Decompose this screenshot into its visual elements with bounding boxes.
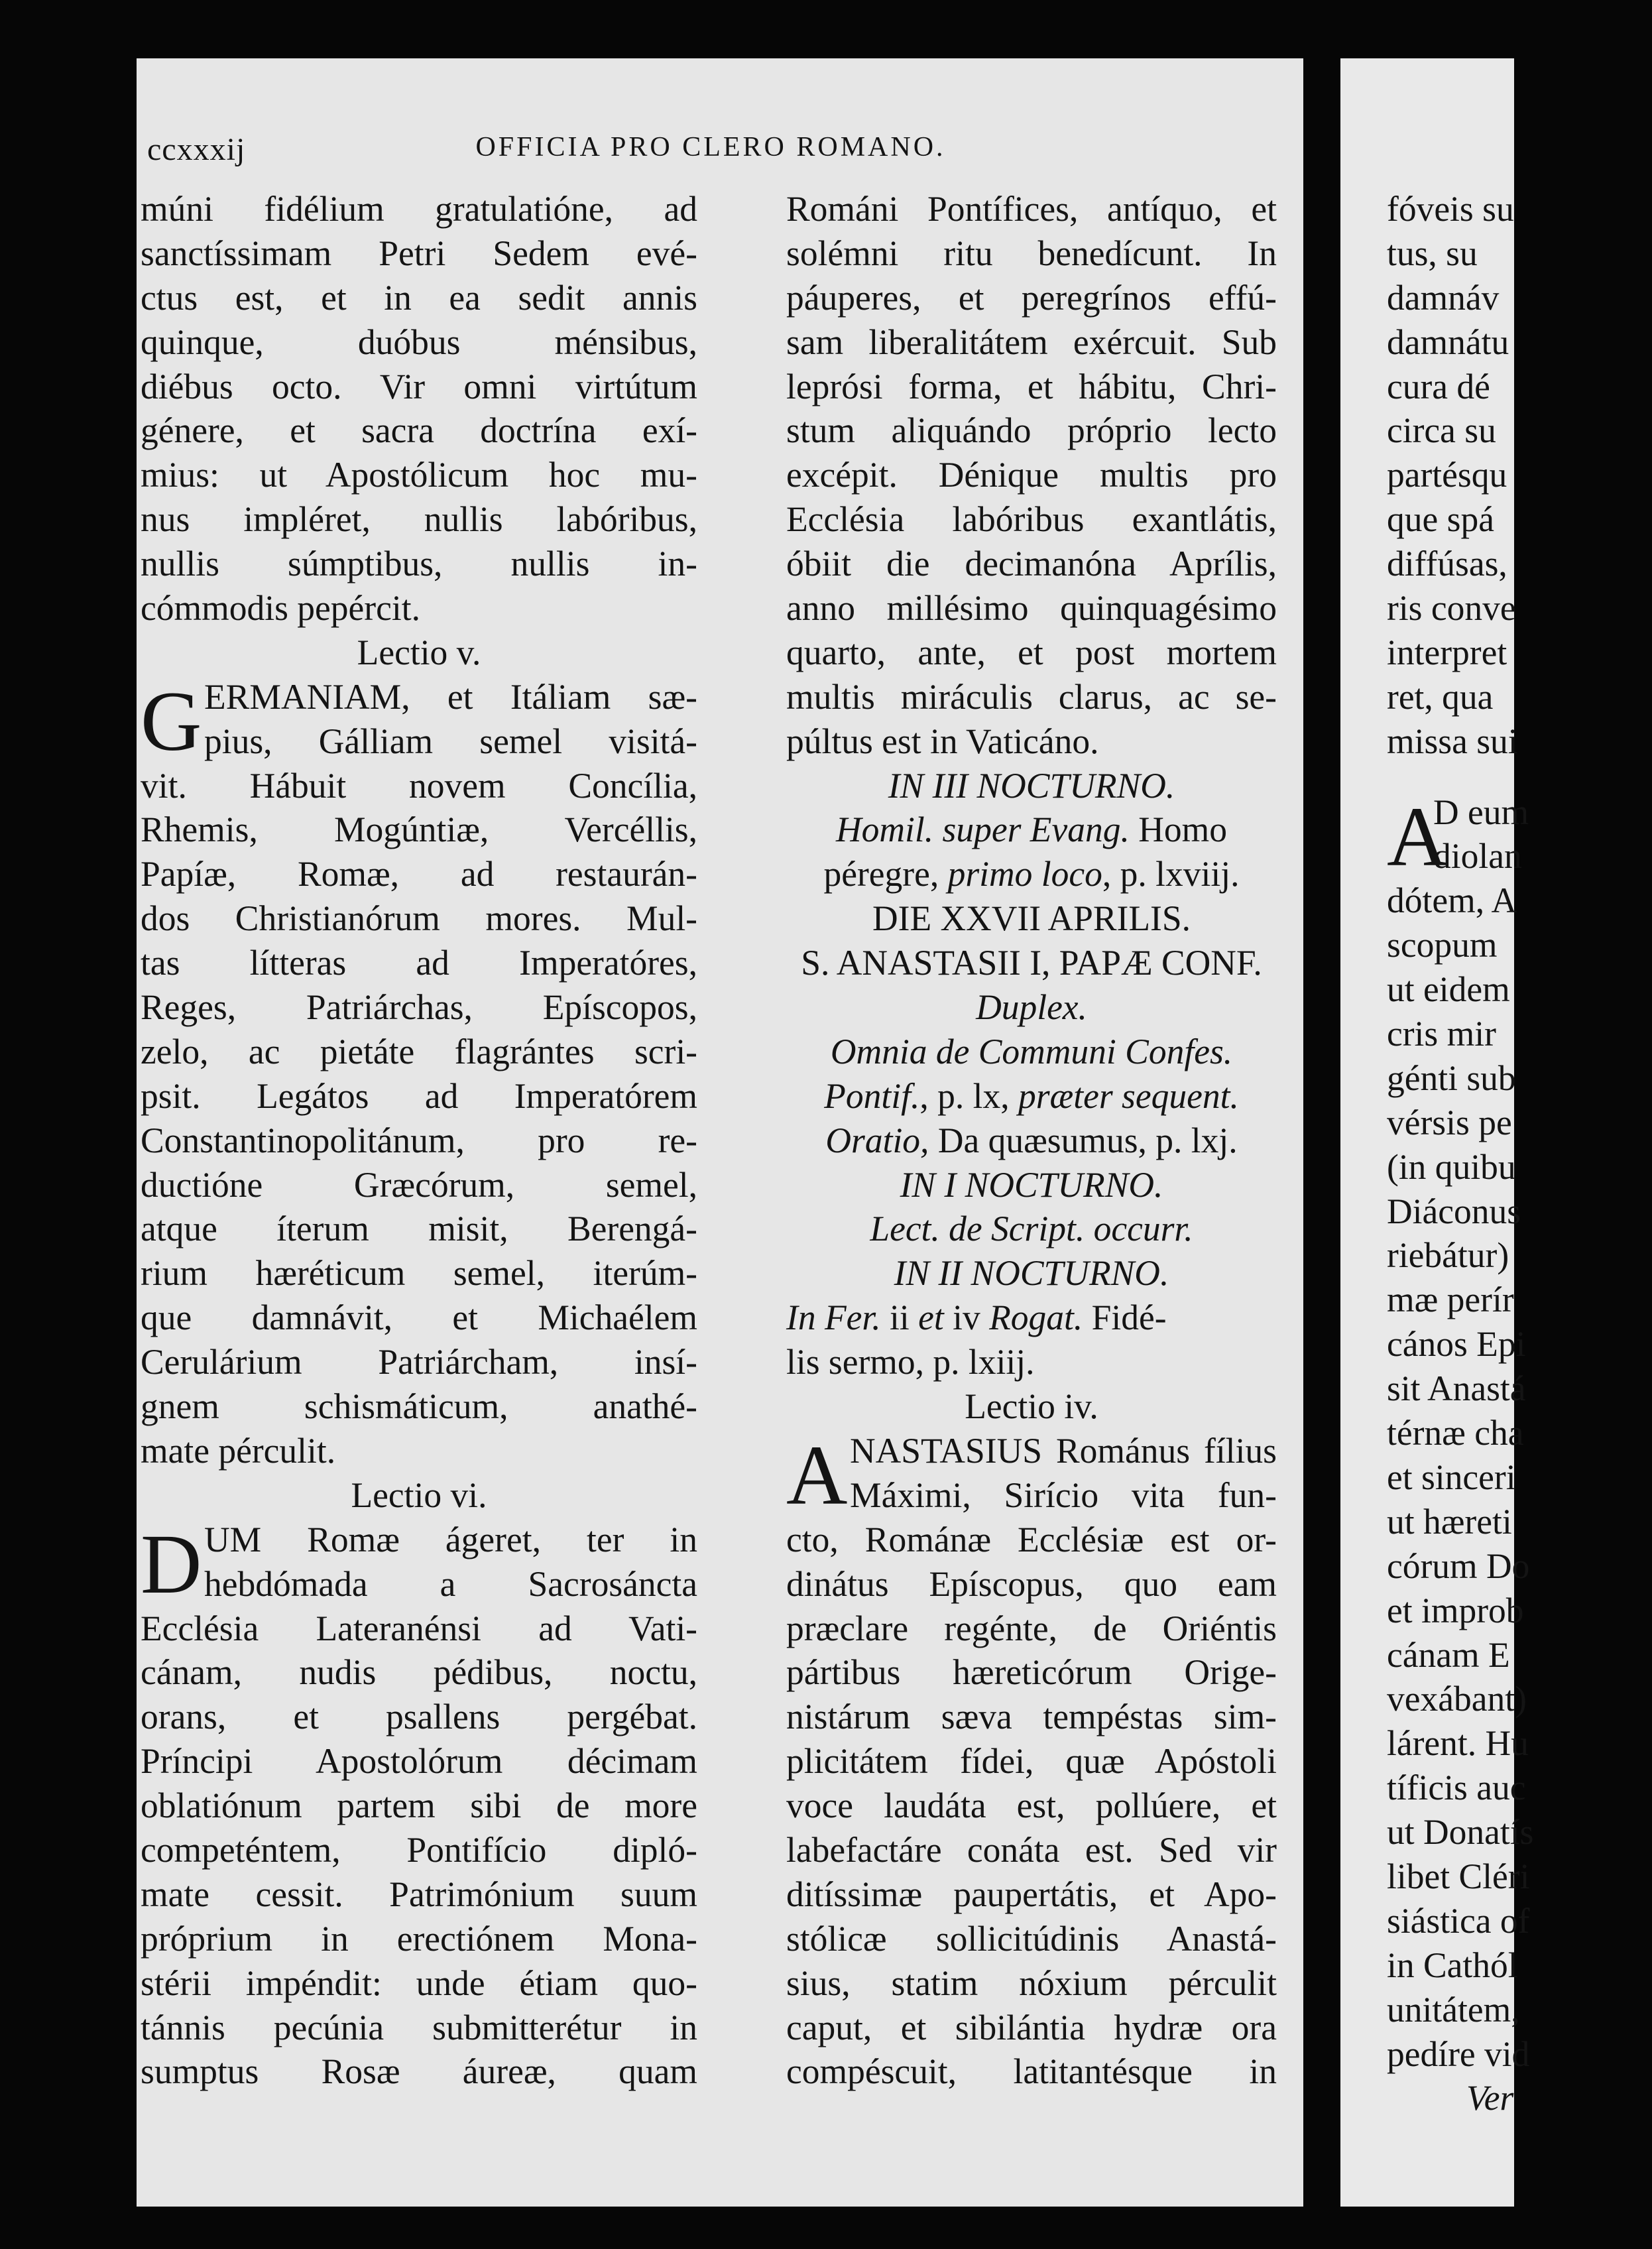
text-span: Fidé- (1083, 1298, 1167, 1338)
text-line: Diáconus (1387, 1191, 1521, 1231)
text-span: Homo (1129, 810, 1227, 850)
text-line: stólicæ sollicitúdinis Anastá- (786, 1918, 1277, 1959)
text-line: mæ perír (1387, 1280, 1514, 1320)
text-line: nullis súmptibus, nullis in- (141, 544, 697, 584)
text-line: competéntem, Pontifício dipló- (141, 1829, 697, 1870)
page-number: ccxxxij (147, 132, 246, 167)
text-span: Oratio, (825, 1120, 929, 1160)
text-line: cris mir (1387, 1014, 1496, 1054)
text-line: leprósi forma, et hábitu, Chri- (786, 366, 1277, 406)
text-line: sius, statim nóxium pérculit (786, 1963, 1277, 2003)
text-span: et (918, 1298, 944, 1338)
text-line: dinátus Epíscopus, quo eam (786, 1563, 1277, 1604)
text-line: cánam E (1387, 1634, 1510, 1675)
text-line: Príncipi Apostolórum décimam (141, 1741, 697, 1782)
text-line: próprium in erectiónem Mona- (141, 1918, 697, 1959)
text-span: ii (880, 1298, 919, 1338)
text-span: Pontif. (824, 1075, 920, 1116)
text-line: orans, et psallens pergébat. (141, 1697, 697, 1737)
text-line: cánam, nudis pédibus, noctu, (141, 1652, 697, 1693)
text-line: anno millésimo quinquagésimo (786, 588, 1277, 629)
text-line: vérsis pe (1387, 1102, 1512, 1142)
text-line: stérii impéndit: unde étiam quo- (141, 1963, 697, 2003)
text-line: in Cathól (1387, 1945, 1518, 1985)
text-line: páuperes, et peregrínos effú- (786, 277, 1277, 318)
text-span: iv (943, 1298, 990, 1338)
rubric-line: Omnia de Communi Confes. (830, 1031, 1233, 1071)
text-line: cto, Románæ Ecclésiæ est or- (786, 1519, 1277, 1559)
text-line: Ecclésia labóribus exantlátis, (786, 499, 1277, 540)
catchword: Ver (1466, 2078, 1514, 2118)
text-line: vexábant) (1387, 1679, 1527, 1719)
rubric-line (786, 1296, 1277, 1340)
text-line: ut eidem (1387, 969, 1510, 1010)
text-line: interpret (1387, 632, 1507, 672)
text-line: pius, Gálliam semel visitá- (204, 721, 697, 761)
text-line: partésqu (1387, 455, 1507, 495)
text-line: lárent. Hu (1387, 1723, 1529, 1764)
rubric-line: Lect. de Script. occurr. (870, 1209, 1193, 1249)
text-line: sit Anastá (1387, 1368, 1526, 1409)
text-line: cános Epi (1387, 1324, 1526, 1365)
text-span: primo loco (947, 854, 1102, 894)
text-span: , p. lxviij. (1102, 854, 1240, 894)
text-line: NASTASIUS Románus fílius (850, 1430, 1277, 1471)
text-line: óbiit die decimanóna Aprílis, (786, 544, 1277, 584)
next-page-fragment (1387, 187, 1652, 2120)
text-span: Rogat. (989, 1298, 1083, 1338)
text-line: ut Donatís (1387, 1812, 1534, 1853)
text-line: scopum (1387, 925, 1498, 965)
text-line: circa su (1387, 410, 1496, 451)
text-line: solémni ritu benedícunt. In (786, 233, 1277, 273)
text-line: mate cessit. Patrimónium suum (141, 1874, 697, 1914)
text-line: sanctíssimam Petri Sedem evé- (141, 233, 697, 273)
text-line: mate pérculit. (141, 1430, 336, 1471)
text-line: damnáv (1387, 277, 1500, 318)
left-column (141, 187, 697, 2094)
nocturn-heading: IN II NOCTURNO. (894, 1253, 1169, 1294)
next-lectio-opening (1387, 789, 1652, 884)
lectio-heading: Lectio iv. (965, 1386, 1098, 1427)
feast-date: DIE XXVII APRILIS. (872, 898, 1191, 939)
drop-cap: D (141, 1516, 202, 1611)
text-line: ut hæreti (1387, 1501, 1512, 1542)
text-line: múni fidélium gratulatióne, ad (141, 189, 697, 229)
text-line: stum aliquándo próprio lecto (786, 410, 1277, 451)
text-line: Papíæ, Romæ, ad restaurán- (141, 854, 697, 894)
text-line: et sinceri (1387, 1457, 1516, 1497)
text-line: Máximi, Sirício vita fun- (850, 1475, 1277, 1515)
text-line: sumptus Rosæ áureæ, quam (141, 2051, 697, 2092)
text-line: excépit. Dénique multis pro (786, 455, 1277, 495)
oratio-reference (786, 1119, 1277, 1163)
text-line: sam liberalitátem exércuit. Sub (786, 322, 1277, 362)
feast-title: S. ANASTASII I, PAPÆ CONF. (801, 943, 1262, 983)
drop-cap: A (1387, 789, 1448, 884)
text-span: Homil. super Evang. (836, 810, 1130, 850)
text-line: ERMANIAM, et Itáliam sæ- (204, 676, 697, 717)
text-line: oblatiónum partem sibi de more (141, 1786, 697, 1826)
running-title: OFFICIA PRO CLERO ROMANO. (475, 132, 946, 162)
text-line: pártibus hæreticórum Orige- (786, 1652, 1277, 1693)
text-line: Románi Pontífices, antíquo, et (786, 189, 1277, 229)
homily-reference-cont (786, 852, 1277, 896)
text-line: plicitátem fídei, quæ Apóstoli (786, 1741, 1277, 1782)
text-line: zelo, ac pietáte flagrántes scri- (141, 1031, 697, 1071)
text-line: fóveis su (1387, 189, 1514, 229)
feast-rank: Duplex. (976, 987, 1087, 1028)
text-line: multis miráculis clarus, ac se- (786, 676, 1277, 717)
text-line: córum Do (1387, 1546, 1530, 1586)
text-line: nus impléret, nullis labóribus, (141, 499, 697, 540)
text-line: nistárum sæva tempéstas sim- (786, 1697, 1277, 1737)
homily-reference (786, 808, 1277, 852)
text-line: dótem, A (1387, 881, 1517, 921)
text-line: quarto, ante, et post mortem (786, 632, 1277, 672)
text-line: diffúsas, (1387, 544, 1507, 584)
text-line: et improb (1387, 1590, 1524, 1630)
text-line: caput, et sibilántia hydræ ora (786, 2007, 1277, 2047)
text-line: compéscuit, latitantésque in (786, 2051, 1277, 2092)
text-line: tánnis pecúnia submitterétur in (141, 2007, 697, 2047)
lectio-heading: Lectio vi. (351, 1475, 487, 1515)
text-line: ductióne Græcórum, semel, (141, 1164, 697, 1205)
right-column (786, 187, 1277, 2094)
text-line: damnátu (1387, 322, 1509, 362)
text-line: riebátur) (1387, 1235, 1509, 1276)
text-line: génere, et sacra doctrína exí- (141, 410, 697, 451)
lectio-v-opening (141, 674, 697, 768)
text-line: Cerulárium Patriárcham, insí- (141, 1342, 697, 1382)
text-line: D eum (1433, 792, 1529, 832)
text-line: siástica of (1387, 1900, 1530, 1941)
text-line: que damnávit, et Michaélem (141, 1298, 697, 1338)
text-line: diolan (1433, 836, 1522, 877)
text-line: térnæ cha (1387, 1413, 1524, 1453)
text-span: Da quæsumus, p. lxj. (929, 1120, 1238, 1160)
text-line: tus, su (1387, 233, 1478, 273)
text-line: (in quibu (1387, 1146, 1516, 1187)
text-line: dos Christianórum mores. Mul- (141, 898, 697, 939)
lectio-vi-opening (141, 1516, 697, 1611)
text-line: psit. Legátos ad Imperatórem (141, 1075, 697, 1116)
text-span: In Fer. (786, 1298, 881, 1338)
page-header (147, 131, 1274, 178)
nocturn-heading: IN I NOCTURNO. (900, 1164, 1163, 1205)
text-line: missa sui (1387, 721, 1518, 761)
text-line: voce laudáta est, pollúere, et (786, 1786, 1277, 1826)
text-line: unitátem, (1387, 1989, 1520, 2030)
drop-cap: G (141, 674, 202, 768)
rubric-line: lis sermo, p. lxiij. (786, 1342, 1035, 1382)
text-line: vit. Hábuit novem Concília, (141, 765, 697, 806)
text-line: ris conve (1387, 588, 1516, 629)
text-span: péregre, (823, 854, 948, 894)
text-line: rium hæréticum semel, iterúm- (141, 1253, 697, 1294)
text-span: , p. lx, (919, 1075, 1018, 1116)
text-line: mius: ut Apostólicum hoc mu- (141, 455, 697, 495)
text-line: pedíre vid (1387, 2034, 1530, 2074)
text-line: labefactáre conáta est. Sed vir (786, 1829, 1277, 1870)
text-line: UM Romæ ágeret, ter in (204, 1519, 697, 1559)
lectio-heading: Lectio v. (357, 632, 481, 672)
text-line: quinque, duóbus ménsibus, (141, 322, 697, 362)
text-line: ctus est, et in ea sedit annis (141, 277, 697, 318)
text-line: tíficis auc (1387, 1768, 1526, 1808)
text-line: púltus est in Vaticáno. (786, 721, 1099, 761)
nocturn-heading: IN III NOCTURNO. (888, 765, 1175, 806)
text-line: atque íterum misit, Berengá- (141, 1209, 697, 1249)
text-line: ret, qua (1387, 676, 1494, 717)
text-line: diébus octo. Vir omni virtútum (141, 366, 697, 406)
text-line: que spá (1387, 499, 1494, 540)
text-line: génti sub (1387, 1058, 1516, 1098)
text-line: cura dé (1387, 366, 1490, 406)
rubric-line (786, 1074, 1277, 1119)
text-line: hebdómada a Sacrosáncta (204, 1563, 697, 1604)
text-line: libet Cléri (1387, 1856, 1530, 1896)
text-line: ditíssimæ paupertátis, et Apo- (786, 1874, 1277, 1914)
text-line: Rhemis, Mogúntiæ, Vercéllis, (141, 810, 697, 850)
lectio-iv-opening (786, 1428, 1277, 1522)
text-line: Reges, Patriárchas, Epíscopos, (141, 987, 697, 1028)
text-line: cómmodis pepércit. (141, 588, 420, 629)
text-line: præclare regénte, de Oriéntis (786, 1608, 1277, 1648)
drop-cap: A (786, 1428, 848, 1522)
text-span: præter sequent. (1018, 1075, 1239, 1116)
text-line: Constantinopolitánum, pro re- (141, 1120, 697, 1160)
text-line: gnem schismáticum, anathé- (141, 1386, 697, 1427)
text-line: Ecclésia Lateranénsi ad Vati- (141, 1608, 697, 1648)
text-line: tas lítteras ad Imperatóres, (141, 943, 697, 983)
